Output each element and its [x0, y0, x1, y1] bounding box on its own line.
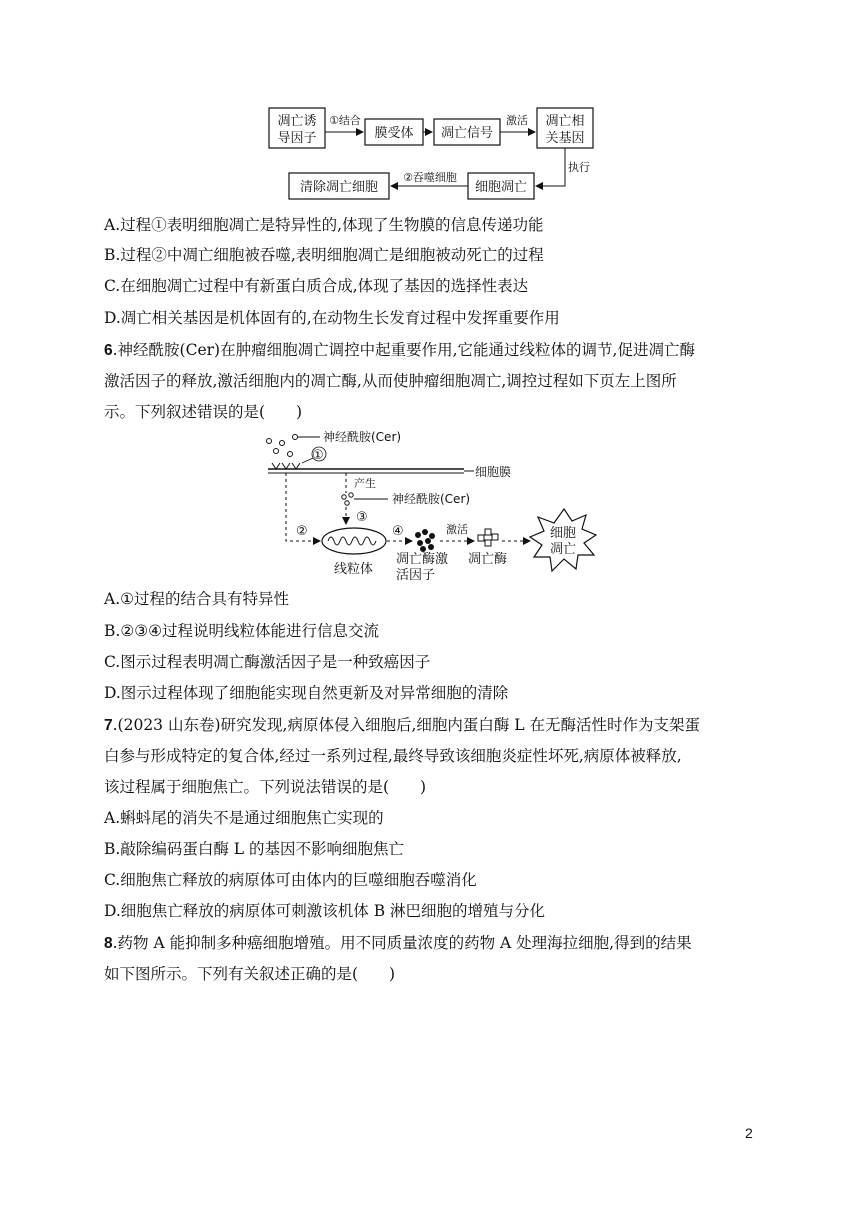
q7-stem-line-2: 白参与形成特定的复合体,经过一系列过程,最终导致该细胞炎症性坏死,病原体被释放, [104, 747, 682, 765]
box-induce-label-1: 凋亡诱 [277, 114, 317, 129]
q7-number: 7 [104, 717, 113, 734]
q5-option-a: A.过程①表明细胞凋亡是特异性的,体现了生物膜的信息传递功能 [104, 216, 544, 234]
q7-option-a: A.蝌蚪尾的消失不是通过细胞焦亡实现的 [104, 809, 384, 827]
mito-label: 线粒体 [334, 562, 374, 577]
factor-label-1: 凋亡酶激 [396, 552, 449, 567]
step-1-label: ① [312, 448, 324, 463]
membrane-label: 细胞膜 [475, 465, 512, 479]
enzyme-icon [478, 529, 498, 546]
activate-label: 激活 [446, 523, 468, 536]
q7-stem-line-1 [104, 715, 700, 736]
q6-option-b: B.②③④过程说明线粒体能进行信息交流 [104, 622, 380, 640]
enzyme-label: 凋亡酶 [468, 552, 508, 567]
apoptosis-flowchart [262, 104, 602, 204]
factor-label-2: 活因子 [396, 568, 436, 583]
arrow-phago-label: ②吞噬细胞 [403, 171, 457, 184]
activator-factor-icon [415, 529, 435, 552]
q7-option-b: B.敲除编码蛋白酶 L 的基因不影响细胞焦亡 [104, 840, 404, 858]
q8-stem-line-1 [104, 933, 692, 954]
step-3-label: ③ [356, 510, 368, 525]
q6-stem-line-1 [104, 340, 695, 361]
q8-stem-line-2: 如下图所示。下列有关叙述正确的是( ) [104, 965, 396, 983]
box-apoptosis-label: 细胞凋亡 [474, 180, 528, 195]
death-label-1: 细胞 [550, 526, 577, 541]
q5-option-b: B.过程②中凋亡细胞被吞噬,表明细胞凋亡是细胞被动死亡的过程 [104, 246, 544, 264]
q8-number: 8 [104, 935, 113, 952]
q6-option-a: A.①过程的结合具有特异性 [104, 590, 290, 608]
cer-mid-label: 神经酰胺(Cer) [392, 492, 471, 506]
step-4-label: ④ [392, 524, 404, 539]
box-induce-label-2: 导因子 [277, 131, 317, 146]
box-receptor-label: 膜受体 [374, 126, 414, 141]
ceramide-molecules-icon [267, 435, 298, 457]
arrow-bind-label: ①结合 [329, 114, 361, 127]
q7-option-d: D.细胞焦亡释放的病原体可刺激该机体 B 淋巴细胞的增殖与分化 [104, 902, 546, 920]
mitochondrion-icon [322, 528, 386, 554]
page-number: 2 [745, 1125, 753, 1141]
q7-stem-line-3: 该过程属于细胞焦亡。下列说法错误的是( ) [104, 778, 427, 796]
arrow-execute-label: 执行 [568, 161, 590, 174]
box-signal-label: 凋亡信号 [440, 126, 494, 141]
q7-option-c: C.细胞焦亡释放的病原体可由体内的巨噬细胞吞噬消化 [104, 871, 477, 889]
arrow-execute [536, 148, 565, 186]
death-label-2: 凋亡 [550, 542, 577, 557]
cer-top-label: 神经酰胺(Cer) [323, 430, 402, 444]
q6-stem-text-1: .神经酰胺(Cer)在肿瘤细胞凋亡调控中起重要作用,它能通过线粒体的调节,促进凋亡酶 [112, 341, 695, 359]
q5-option-d: D.凋亡相关基因是机体固有的,在动物生长发育过程中发挥重要作用 [104, 309, 560, 327]
mitochondrion-cristae [328, 537, 376, 545]
q6-stem-line-2: 激活因子的释放,激活细胞内的凋亡酶,从而使肿瘤细胞凋亡,调控过程如下页左上图所 [104, 372, 677, 390]
q6-option-c: C.图示过程表明凋亡酶激活因子是一种致癌因子 [104, 653, 431, 671]
q5-option-c: C.在细胞凋亡过程中有新蛋白质合成,体现了基因的选择性表达 [104, 277, 529, 295]
q6-option-d: D.图示过程体现了细胞能实现自然更新及对异常细胞的清除 [104, 684, 509, 702]
q6-stem-line-3: 示。下列叙述错误的是( ) [104, 403, 303, 421]
q6-number: 6 [104, 342, 113, 359]
receptor-icon [272, 463, 300, 469]
q8-stem-text-1: .药物 A 能抑制多种癌细胞增殖。用不同质量浓度的药物 A 处理海拉细胞,得到的结果 [112, 934, 692, 952]
arrow-activate-label: 激活 [506, 114, 528, 127]
step-2-label: ② [296, 524, 308, 539]
box-clear-label: 清除凋亡细胞 [299, 180, 379, 195]
q7-stem-text-1: .(2023 山东卷)研究发现,病原体侵入细胞后,细胞内蛋白酶 L 在无酶活性时作为支架蛋 [112, 716, 701, 734]
produce-label: 产生 [354, 477, 376, 490]
ceramide-mid-icon [342, 493, 353, 505]
ceramide-pathway-diagram [262, 425, 602, 585]
box-genes-label-2: 关基因 [545, 131, 585, 146]
box-genes-label-1: 凋亡相 [545, 114, 585, 129]
